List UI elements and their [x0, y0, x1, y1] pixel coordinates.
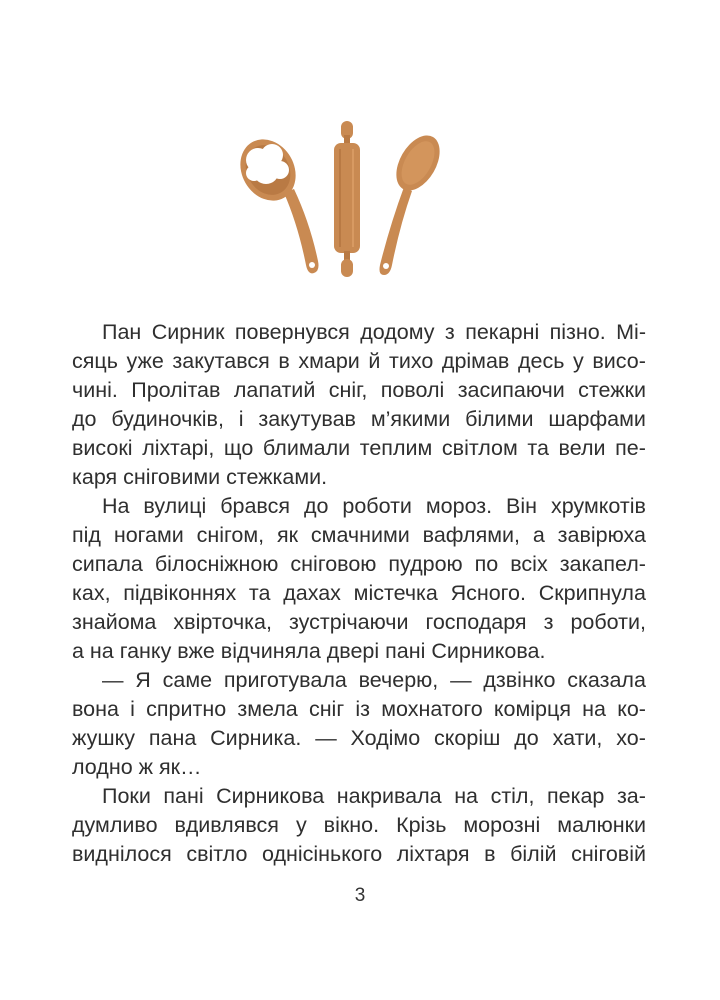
text-line: Поки пані Сирникова накривала на стіл, пекар за- [102, 784, 646, 808]
wooden-spatula-icon [380, 128, 449, 275]
text-line: сипала білосніжною сніговою пудрою по всіх закапел- [72, 552, 646, 576]
text-line: вона і спритно змела сніг із мохнатого комірця на ко- [72, 697, 646, 721]
text-line: виднілося світло однісінького ліхтаря в білій сніговій [72, 842, 646, 866]
story-text [72, 318, 646, 869]
text-line: жушку пана Сирника. — Ходімо скоріш до хати, хо- [72, 726, 646, 750]
rolling-pin-icon [334, 121, 360, 277]
page-number: 3 [354, 885, 366, 906]
text-line: чині. Пролітав лапатий сніг, поволі засипаючи стежки [72, 378, 646, 402]
text-line: лодно ж як… [72, 755, 202, 779]
text-line: високі ліхтарі, що блимали теплим світлом та вели пе- [72, 436, 646, 460]
text-line: сяць уже закутався в хмари й тихо дрімав десь у висо- [72, 349, 646, 373]
text-line: під ногами снігом, як смачними вафлями, а завірюха [72, 523, 646, 547]
text-line: до будиночків, і закутував м’якими білими шарфами [72, 407, 646, 431]
text-line: — Я саме приготувала вечерю, — дзвінко сказала [102, 668, 646, 692]
text-line: знайома хвірточка, зустрічаючи господаря з роботи, [72, 610, 646, 634]
text-line: На вулиці брався до роботи мороз. Він хрумкотів [102, 494, 646, 518]
text-line: каря сніговими стежками. [72, 465, 328, 489]
text-line: а на ганку вже відчиняла двері пані Сирникова. [72, 639, 546, 663]
text-line: думливо вдивлявся у вікно. Крізь морозні малюнки [72, 813, 646, 837]
text-line: Пан Сирник повернувся додому з пекарні пізно. Мі- [102, 320, 646, 344]
kitchen-utensils-illustration [240, 115, 450, 285]
text-line: ках, підвіконнях та дахах містечка Ясного. Скрипнула [72, 581, 646, 605]
